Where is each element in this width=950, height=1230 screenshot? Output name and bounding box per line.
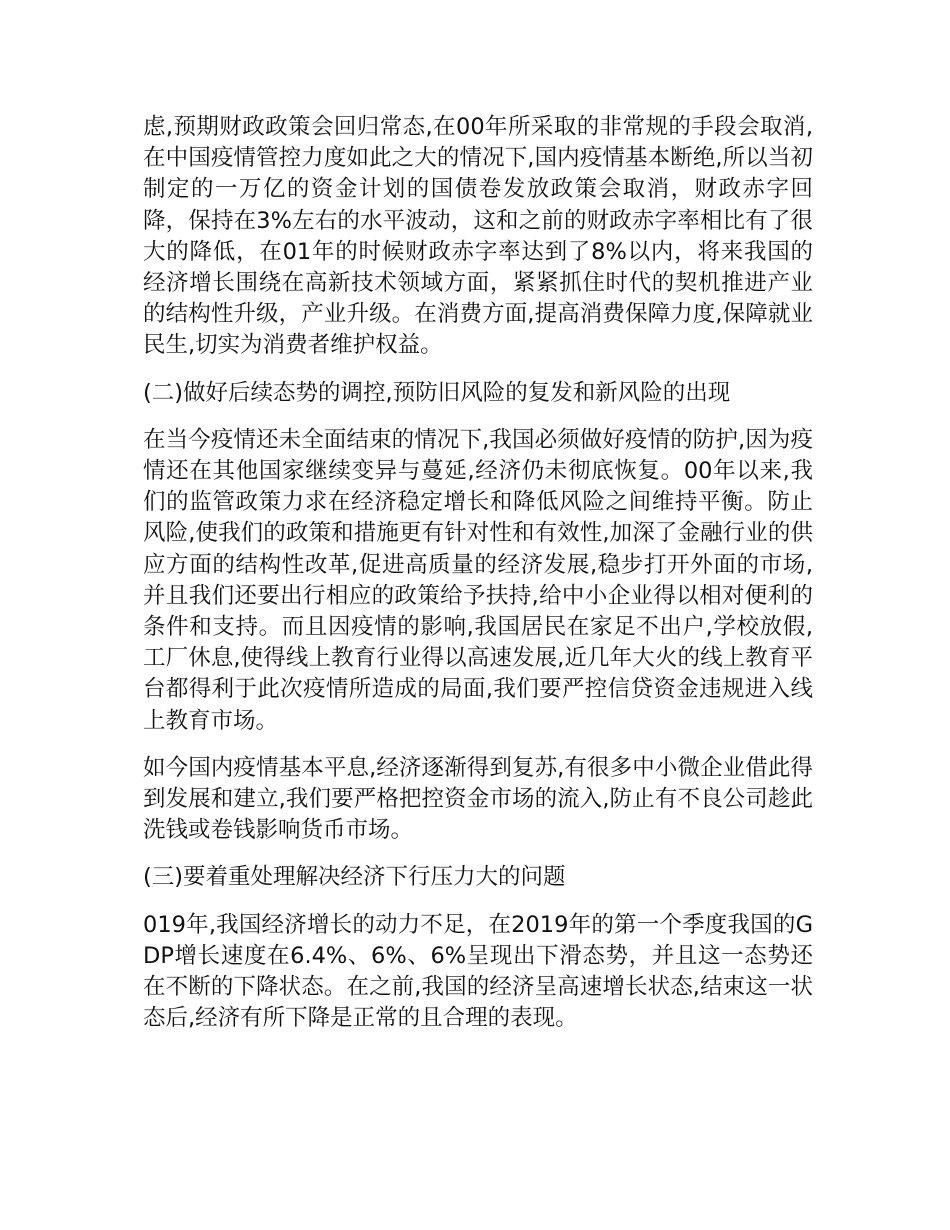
section-heading-2: (二)做好后续态势的调控,预防旧风险的复发和新风险的出现 — [143, 379, 731, 406]
section-heading-3: (三)要着重处理解决经济下行压力大的问题 — [143, 864, 566, 891]
document-page — [143, 112, 813, 1050]
paragraph-epidemic-regulation: 在当今疫情还未全面结束的情况下,我国必须做好疫情的防护,因为疫情还在其他国家继续变异与蔓延,经济仍未彻底恢复。00年以来,我们的监管政策力求在经济稳定增长和降低风险之间维持平衡。防止风险,使我们的政策和措施更有针对性和有效性,加深了金融行业的供应方面的结构性改革,促进高质量的经济发展,稳步打开外面的市场,并且我们还要出行相应的政策给予扶持,给中小企业得以相对便利的条件和支持。而且因疫情的影响,我国居民在家足不出户,学校放假,工厂休息,使得线上教育行业得以高速发展,近几年大火的线上教育平台都得利于此次疫情所造成的局面,我们要严控信贷资金违规进入线上教育市场。 — [143, 426, 813, 734]
paragraph-capital-market: 如今国内疫情基本平息,经济逐渐得到复苏,有很多中小微企业借此得到发展和建立,我们要严格把控资金市场的流入,防止有不良公司趁此洗钱或卷钱影响货币市场。 — [143, 754, 813, 844]
paragraph-fiscal-policy: 虑,预期财政政策会回归常态,在00年所采取的非常规的手段会取消,在中国疫情管控力度如此之大的情况下,国内疫情基本断绝,所以当初制定的一万亿的资金计划的国债卷发放政策会取消，财政赤字回降，保持在3%左右的水平波动，这和之前的财政赤字率相比有了很大的降低，在01年的时候财政赤字率达到了8%以内，将来我国的经济增长围绕在高新技术领域方面，紧紧抓住时代的契机推进产业的结构性升级，产业升级。在消费方面,提高消费保障力度,保障就业民生,切实为消费者维护权益。 — [143, 114, 813, 359]
paragraph-economic-downturn: 019年,我国经济增长的动力不足，在2019年的第一个季度我国的GDP增长速度在6.4%、6%、6%呈现出下滑态势，并且这一态势还在不断的下降状态。在之前,我国的经济呈高速增长状态,结束这一状态后,经济有所下降是正常的且合理的表现。 — [143, 911, 813, 1032]
